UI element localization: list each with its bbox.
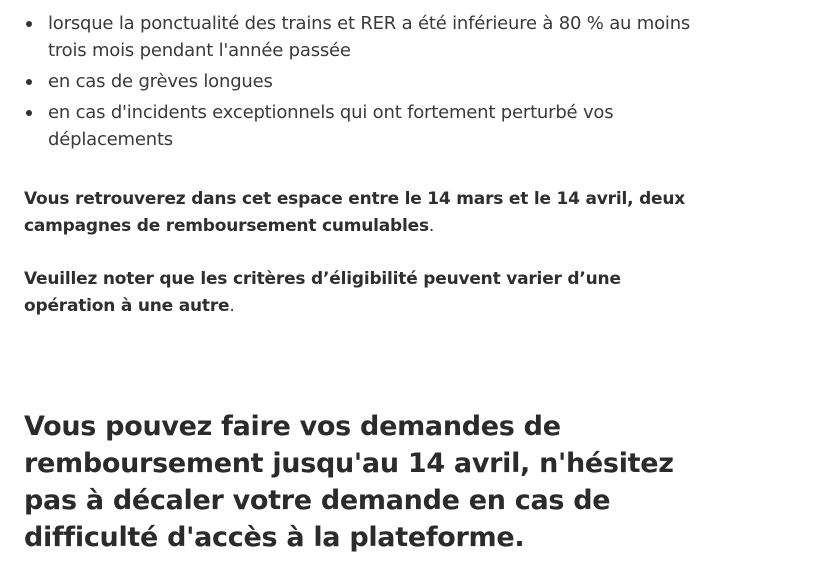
list-item-text: en cas de grèves longues	[48, 71, 273, 92]
deadline-headline: Vous pouvez faire vos demandes de remboursement jusqu'au 14 avril, n'hésitez pas à décaler votre demande en cas de difficulté d'accès à la plateforme.	[24, 411, 674, 553]
list-item-text: lorsque la ponctualité des trains et RER a été inférieure à 80 % au moins trois mois pendant l'année passée	[48, 13, 691, 61]
list-item-text: en cas d'incidents exceptionnels qui ont fortement perturbé vos déplacements	[48, 102, 614, 150]
list-item	[24, 10, 724, 64]
list-item	[24, 68, 724, 95]
bullet-dot-icon	[26, 79, 32, 85]
refund-campaigns-paragraph	[24, 186, 714, 240]
paragraph-bold-text: Veuillez noter que les critères d’éligibilité peuvent varier d’une opération à une autre	[24, 269, 621, 316]
list-item	[24, 99, 724, 153]
paragraph-tail-text: .	[229, 296, 235, 316]
bullet-dot-icon	[26, 110, 32, 116]
eligibility-list	[24, 10, 724, 157]
eligibility-note-paragraph	[24, 266, 714, 320]
bullet-dot-icon	[26, 21, 32, 27]
paragraph-tail-text: .	[428, 216, 435, 236]
paragraph-bold-text: Vous retrouverez dans cet espace entre le 14 mars et le 14 avril, deux campagnes de remboursement cumulables	[24, 189, 686, 236]
